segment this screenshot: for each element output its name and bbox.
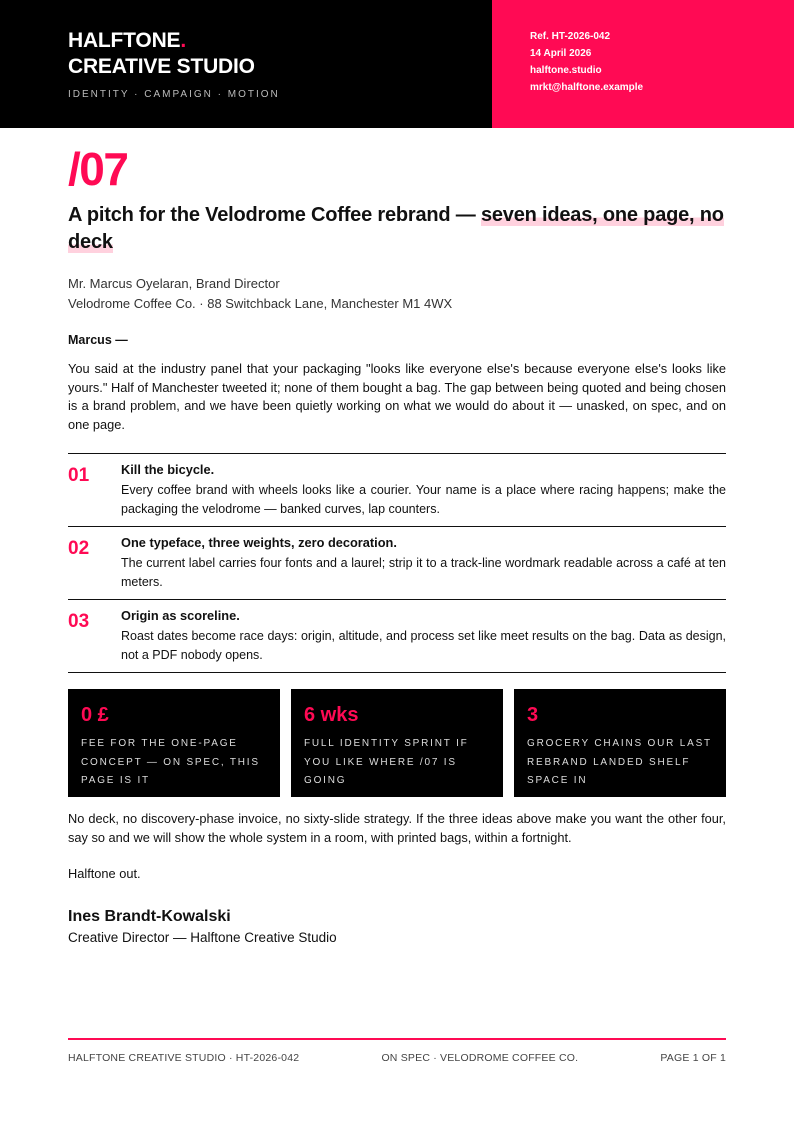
idea-text: Roast dates become race days: origin, altitude, and process set like meet results on the bag. Data as design, not a PDF nobody opens. xyxy=(121,629,726,662)
website-link[interactable]: halftone.studio xyxy=(530,65,602,76)
stat-label: FEE FOR THE ONE-PAGE CONCEPT — ON SPEC, THIS PAGE IS IT xyxy=(81,738,260,786)
idea-text: The current label carries four fonts and a laurel; strip it to a track-line wordmark readable across a café at ten meters. xyxy=(121,556,726,589)
idea-number: 02 xyxy=(68,538,90,559)
idea-title: One typeface, three weights, zero decoration. xyxy=(121,535,397,550)
brand-name-line2: CREATIVE STUDIO xyxy=(68,55,255,78)
letterhead xyxy=(0,0,794,128)
stats-row xyxy=(68,689,726,797)
stat-value: 6 wks xyxy=(304,704,359,726)
footer-left: HALFTONE CREATIVE STUDIO · HT-2026-042 xyxy=(68,1052,300,1064)
idea-number: 03 xyxy=(68,611,90,632)
brand-tagline: IDENTITY · CAMPAIGN · MOTION xyxy=(68,89,280,100)
idea-number: 01 xyxy=(68,465,90,486)
letterhead-brand-block xyxy=(0,0,492,128)
brand-name-line1: HALFTONE. xyxy=(68,29,186,52)
stat-label: FULL IDENTITY SPRINT IF YOU LIKE WHERE /07 IS GOING xyxy=(304,738,469,786)
footer-center: ON SPEC · VELODROME COFFEE CO. xyxy=(381,1052,579,1064)
brand-dot: . xyxy=(180,29,186,52)
pitch-headline xyxy=(68,202,726,256)
idea-title: Origin as scoreline. xyxy=(121,608,240,623)
footer-page-number: PAGE 1 OF 1 xyxy=(660,1052,726,1064)
reference-number: Ref. HT-2026-042 xyxy=(530,31,611,42)
idea-body xyxy=(121,535,726,591)
idea-body xyxy=(121,608,726,664)
letterhead-meta-block xyxy=(492,0,794,128)
page-footer xyxy=(68,1038,726,1064)
stat-label: GROCERY CHAINS OUR LAST REBRAND LANDED SHELF SPACE IN xyxy=(527,738,712,786)
pitch-number: /07 xyxy=(68,143,128,195)
idea-item xyxy=(68,527,726,600)
stat-value: 0 £ xyxy=(81,704,109,726)
letter-body xyxy=(68,140,726,948)
idea-item xyxy=(68,600,726,673)
recipient-address xyxy=(68,274,726,314)
salutation: Marcus — xyxy=(68,333,128,347)
idea-title: Kill the bicycle. xyxy=(121,462,215,477)
stat-value: 3 xyxy=(527,704,539,726)
idea-text: Every coffee brand with wheels looks like a courier. Your name is a place where racing happens; make the packaging the velodrome — banked curves, lap counters. xyxy=(121,483,726,516)
closing-paragraph: No deck, no discovery-phase invoice, no sixty-slide strategy. If the three ideas above make you want the other four, say so and we will show the whole system in a room, with printed bags, within a fortnight. xyxy=(68,811,726,845)
stat-card xyxy=(68,689,280,797)
stat-card xyxy=(514,689,726,797)
ideas-list xyxy=(68,453,726,673)
headline-highlight: seven ideas, one page, no deck xyxy=(68,204,724,253)
intro-paragraph: You said at the industry panel that your packaging "looks like everyone else's because everyone else's looks like yours." Half of Manchester tweeted it; none of them bought a bag. The gap between being quoted and being chosen is a brand problem, and we have been quietly working on what we would do about it — unasked, on spec, and on one page. xyxy=(68,361,726,432)
headline-plain: A pitch for the Velodrome Coffee rebrand — xyxy=(68,204,481,226)
letter-date: 14 April 2026 xyxy=(530,48,592,59)
idea-body xyxy=(121,462,726,518)
recipient-line1: Mr. Marcus Oyelaran, Brand Director xyxy=(68,276,280,291)
signatory-role: Creative Director — Halftone Creative Studio xyxy=(68,929,337,945)
signatory-name: Ines Brandt-Kowalski xyxy=(68,907,231,925)
signoff: Halftone out. xyxy=(68,866,141,881)
email-link[interactable]: mrkt@halftone.example xyxy=(530,82,644,93)
recipient-line2: Velodrome Coffee Co. · 88 Switchback Lane, Manchester M1 4WX xyxy=(68,296,453,311)
stat-card xyxy=(291,689,503,797)
idea-item xyxy=(68,454,726,527)
